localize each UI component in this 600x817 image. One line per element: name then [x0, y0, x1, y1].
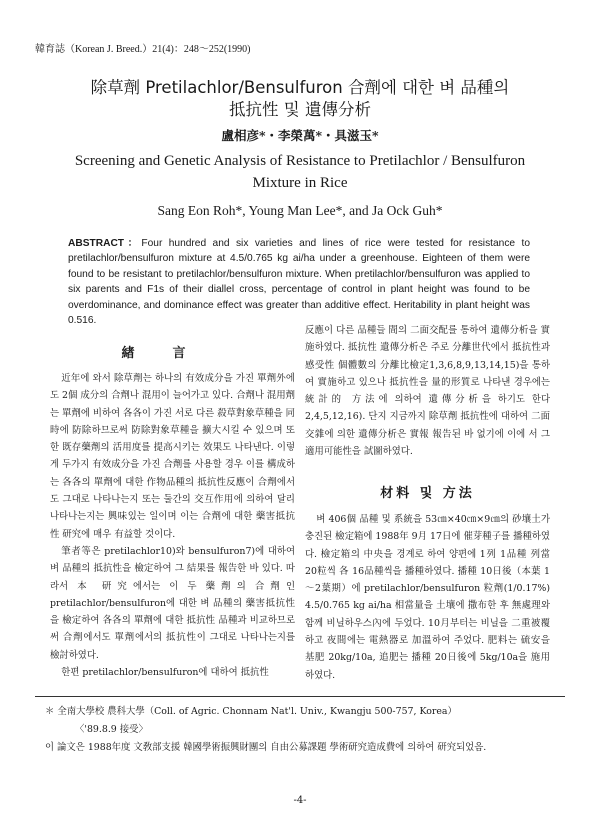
journal-citation: 韓育誌（Korean J. Breed.）21(4)：248～252(1990) — [35, 44, 251, 55]
abstract-label: ABSTRACT： — [68, 238, 142, 249]
section-heading-materials-methods: 材料 및 方法 — [380, 486, 475, 501]
footnote-received-date: 〈'89.8.9 接受〉 — [75, 724, 148, 735]
footnote-divider — [35, 696, 565, 697]
korean-authors: 盧相彦*・李榮萬*・具滋玉* — [221, 128, 379, 143]
introduction-continued — [305, 322, 550, 460]
footnote-funding: 이 論文은 1988年度 文敎部支援 韓國學術振興財團의 自由公募課題 學術研究造成費에 의하여 研究되었음. — [45, 742, 487, 753]
intro-paragraph-1: 近年에 와서 除草劑는 하나의 有效成分을 가진 單劑外에도 2個 成分의 合劑나 混用이 늘어가고 있다. 合劑나 混用劑는 單劑에 비하여 各各이 가진 서로 다른 殺草對象草種을 同時에 防除하므로써 防除對象草種을 擴大시킬 수 있으며 또한 既存藥劑의 活用度를 提高시키는 效果도 나타낸다. 이렇게 두가지 有效成分을 가진 合劑를 사용할 경우 이를 構成하는 各各의 單劑에 대한 作物品種의 抵抗性反應이 合劑에서도 그대로 나타나는지 또는 둘간의 交互作用에 의하여 달리 나타나는지는 興味있는 일이며 이는 合劑에 대한 藥害抵抗性 研究에 매우 有益할 것이다. — [50, 373, 295, 540]
abstract-text: Four hundred and six varieties and lines of rice were tested for resistance to pretilachlor/bensulfuron mixture at 4.5/0.765 kg ai/ha under a greenhouse. Eighteen of them were found to be resistant to pretilachlor/bensulfuron mixture. When pretilachlor/bensulfuron was applied to six parents and F1s of their diallel cross, percentage of control in plant height was found to be overdominance, and dominance effect was greater than additive effect. Heritability in plant height was 0.516. — [68, 238, 530, 327]
abstract — [68, 236, 530, 328]
methods-column — [305, 511, 550, 684]
footnote-affiliation: ＊ 全南大學校 農科大學（Coll. of Agric. Chonnam Nat'l. Univ., Kwangju 500-757, Korea） — [45, 706, 457, 717]
intro-paragraph-3: 한편 pretilachlor/bensulfuron에 대하여 抵抗性 — [61, 667, 269, 679]
introduction-column — [50, 370, 295, 681]
english-title-line-2: Mixture in Rice — [252, 175, 348, 191]
english-authors: Sang Eon Roh*, Young Man Lee*, and Ja Ock Guh* — [157, 203, 443, 218]
english-title-line-1: Screening and Genetic Analysis of Resistance to Pretilachlor / Bensulfuron — [74, 153, 526, 169]
intro-paragraph-2: 筆者等은 pretilachlor10)와 bensulfuron7)에 대하여 벼 品種의 抵抗性을 檢定하여 그 結果를 報告한 바 있다. 따라서 本 研究에서는 이 두 藥劑의 合劑인 pretilachlor/bensulfuron에 대한 벼 品種의 藥害抵抗性을 檢定하여 各各의 單劑에 대한 抵抗性 品種과 비교하므로써 合劑에서도 單劑에서의 抵抗性이 그대로 나타나는지를 檢討하였다. — [50, 545, 295, 661]
footnotes — [45, 703, 486, 757]
section-heading-introduction: 緖言 — [121, 346, 224, 361]
page-number: -4- — [293, 795, 307, 806]
methods-paragraph-1: 벼 406個 品種 및 系統을 53㎝×40㎝×9㎝의 砂壤土가 충진된 檢定箱에 1988年 9月 17日에 催芽種子를 播種하였다. 檢定箱의 中央을 경계로 하여 양편에 1列 1品種 列當 20粒씩 各 16品種씩을 播種하였다. 播種 10日後（本葉 1～2葉期）에 pretilachlor/bensulfuron 粒劑(1/0.17%) 4.5/0.765 kg ai/ha 相當量을 土壤에 撒布한 후 無處理와 함께 비닐하우스內에 두었다. 10月부터는 비닐을 二重被覆하고 夜間에는 電熱器로 加溫하여 주었다. 肥料는 硫安을 基肥 20kg/10a, 追肥는 播種 20日後에 5kg/10a을 施用하였다. — [305, 514, 550, 681]
intro-continued-paragraph: 反應이 다른 品種들 間의 二面交配를 통하여 遺傳分析을 實施하였다. 抵抗性 遺傳分析은 주로 分離世代에서 抵抗性과 感受性 個體數의 分離比檢定1,3,6,8,9,13,14,15)을 통하여 實施하고 있으나 抵抗性을 量的形質로 나타낸 경우에는 統計的 方法에 의하여 遺傳分析을 하기도 한다2,4,5,12,16). 단지 지금까지 除草劑 抵抗性에 대하여 二面交雜에 의한 遺傳分析은 實報 報告된 바 없기에 이에 서 그 適用可能性을 試圖하였다. — [305, 325, 550, 458]
korean-title-line-2: 抵抗性 및 遺傳分析 — [229, 100, 371, 119]
korean-title — [0, 77, 600, 121]
english-title — [0, 150, 600, 194]
korean-title-line-1: 除草劑 Pretilachlor/Bensulfuron 合劑에 대한 벼 品種의 — [90, 78, 510, 97]
